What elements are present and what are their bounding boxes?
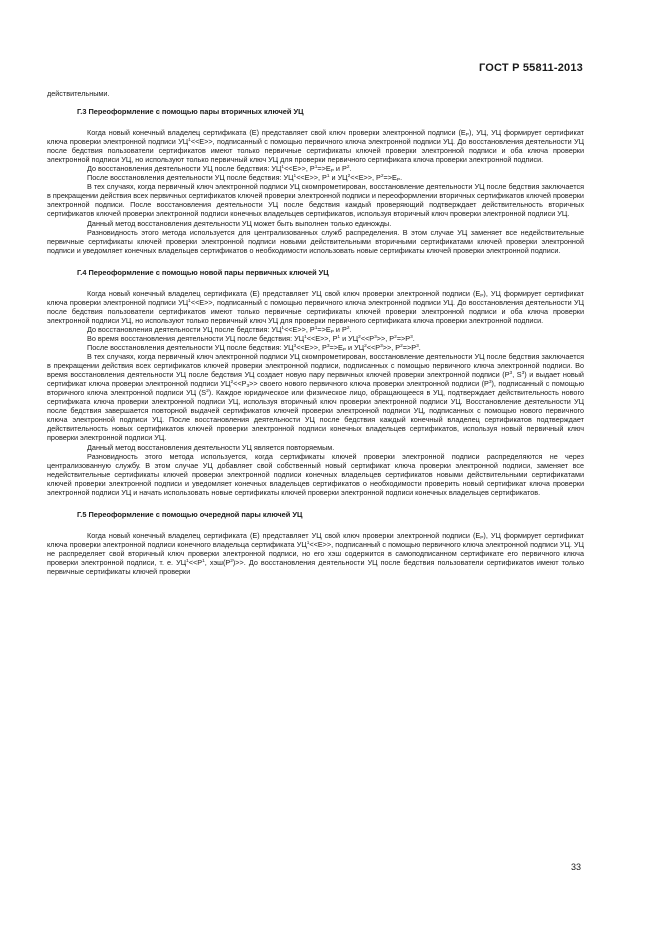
- paragraph: Разновидность этого метода используется, когда сертификаты ключей проверки электронной подписи распределяются не через централизованную службу. В этом случае УЦ добавляет свой собственный новый сертификат ключа проверки электронной подписи, заменяет все недействительные сертификаты ключей проверки электронной подписи конечных владельцев сертификатов новыми действительными сертификатами ключей проверки электронной подписи и уведомляет конечных владельцев сертификатов о необходимости проверить новый сертификат ключа проверки электронной подписи УЦ и начать использовать новые сертификаты ключей проверки электронной подписи конечных владельцев сертификатов.: [47, 451, 584, 497]
- section-g5-title: Г.5 Переоформление с помощью очередной пары ключей УЦ: [77, 509, 303, 519]
- lead-text: действительными.: [47, 89, 110, 98]
- paragraph: Когда новый конечный владелец сертификата (E) представляет УЦ свой ключ проверки электронной подписи $(E_P)$, УЦ формирует сертификат ключа проверки электронной подписи $УЦ^1<<E>>$, подписанный с помощью первичного ключа электронной подписи УЦ. До восстановления деятельности УЦ после бедствия пользователи сертификатов имеют только первичные сертификаты ключей проверки электронной подписи и оба ключа проверки электронной подписи УЦ, но используют только первичный ключ УЦ для проверки первичного сертификата ключа проверки электронной подписи.: [47, 288, 584, 325]
- paragraph: В тех случаях, когда первичный ключ электронной подписи УЦ скомпрометирован, восстановление деятельности УЦ после бедствия заключается в прекращении действия всех сертификатов ключей проверки электронной подписи, подписанных с помощью первичного ключа электронной подписи. Во время восстановления деятельности УЦ после бедствия УЦ создает новую пару первичных ключей проверки электронной подписи ($P^3$, $S^3$) и выдает новый сертификат ключа проверки электронной подписи $УЦ^2<<P_3>>$ своего нового первичного ключа проверки электронной подписи $(P^3)$, подписанный с помощью вторичного ключа электронной подписи УЦ $(S^2)$. Каждое юридическое или физическое лицо, обращающееся в УЦ, подтверждает действительность нового сертификата ключа проверки электронной подписи УЦ, используя вторичный ключ проверки электронной подписи УЦ. Восстановление деятельности УЦ после бедствия завершается повторной выдачей сертификатов ключей проверки электронной подписи УЦ, подписанных с помощью нового первичного ключа электронной подписи УЦ. После восстановления деятельности УЦ после бедствия каждый конечный владелец сертификатов подтверждает действительность новых сертификатов ключей проверки электронной подписи конечных владельцев сертификатов, используя новый первичный ключ проверки электронной подписи УЦ.: [47, 352, 585, 443]
- section-g3: [47, 107, 584, 255]
- document-id: ГОСТ Р 55811-2013: [478, 62, 583, 74]
- section-g4-title: Г.4 Переоформление с помощью новой пары первичных ключей УЦ: [77, 267, 329, 277]
- paragraph: Разновидность этого метода используется для централизованных служб распределения. В этом случае УЦ заменяет все недействительные первичные сертификаты ключей проверки электронной подписи новыми действительными вторичными сертификатами ключей проверки электронной подписи и уведомляет конечных владельцев сертификатов о необходимости использовать новые сертификаты ключей проверки электронной подписи.: [47, 227, 584, 255]
- section-g4: [47, 268, 584, 497]
- paragraph: Данный метод восстановления деятельности УЦ может быть выполнен только единожды.: [87, 218, 392, 228]
- formula-line: После восстановления деятельности УЦ после бедствия: $УЦ^3<<E>>$, $P^3=>E_P$ и $УЦ^2<<P^3>>$, $P^2=>P^3$.: [87, 342, 421, 353]
- paragraph: Когда новый конечный владелец сертификата (E) представляет свой ключ проверки электронной подписи $(E_P)$, УЦ, УЦ формирует сертификат ключа проверки электронной подписи $УЦ^1<<E>>$, подписанный с помощью первичного ключа электронной подписи УЦ. До восстановления деятельности УЦ после бедствия пользователи сертификатов имеют только первичные сертификаты ключей проверки электронной подписи и оба ключа проверки электронной подписи УЦ, но используют только первичный ключ УЦ для проверки первичного сертификата ключа проверки электронной подписи.: [47, 128, 585, 165]
- formula-line: После восстановления деятельности УЦ после бедствия: $УЦ^1<<E>>$, $P^1$ и $УЦ^2<<E>>$, $P^2=>E_P$.: [87, 173, 403, 184]
- paragraph: Данный метод восстановления деятельности УЦ является повторяемым.: [87, 442, 335, 452]
- formula-line: До восстановления деятельности УЦ после бедствия: $УЦ^1<<E>>$, $P^1=>E_P$ и $P^2$.: [87, 164, 352, 175]
- page-number: 33: [570, 862, 581, 872]
- section-g3-title: Г.3 Переоформление с помощью пары вторичных ключей УЦ: [77, 107, 304, 117]
- section-g5: [47, 510, 584, 576]
- paragraph: Когда новый конечный владелец сертификата (E) представляет УЦ свой ключ проверки электронной подписи $(E_P)$, УЦ формирует сертификат ключа проверки электронной подписи конечного владельца сертификата $УЦ^1<<E>>$, подписанный с помощью первичного ключа электронной подписи УЦ. УЦ не распределяет свой вторичный ключ проверки электронной подписи, но его хэш содержится в самоподписанном сертификате его первичного ключа проверки электронной подписи, т. е. $УЦ^1<<P^1$, $хэш(P^2)>>$. До восстановления деятельности УЦ после бедствия пользователи сертификатов имеют только первичные сертификаты ключей проверки: [47, 530, 585, 576]
- formula-line: До восстановления деятельности УЦ после бедствия: $УЦ^1<<E>>$, $P^1=>E_P$ и $P^2$.: [87, 324, 352, 335]
- page-content: [47, 89, 584, 576]
- formula-line: Во время восстановления деятельности УЦ после бедствия: $УЦ^1<<E>>$, $P^1$ и $УЦ^2<<P^3>>$, $P^2=>P^3$.: [87, 333, 415, 343]
- paragraph: В тех случаях, когда первичный ключ электронной подписи УЦ скомпрометирован, восстановление деятельности УЦ после бедствия заключается в прекращении действия всех первичных сертификатов ключей проверки электронной подписи и переоформлении вторичных сертификатов ключей проверки электронной подписи. После восстановления деятельности УЦ после бедствия каждый проверяющий подтверждает действительность вторичных сертификатов ключей проверки электронной подписи конечных владельцев сертификатов, используя вторичный ключ проверки электронной подписи УЦ.: [47, 182, 584, 219]
